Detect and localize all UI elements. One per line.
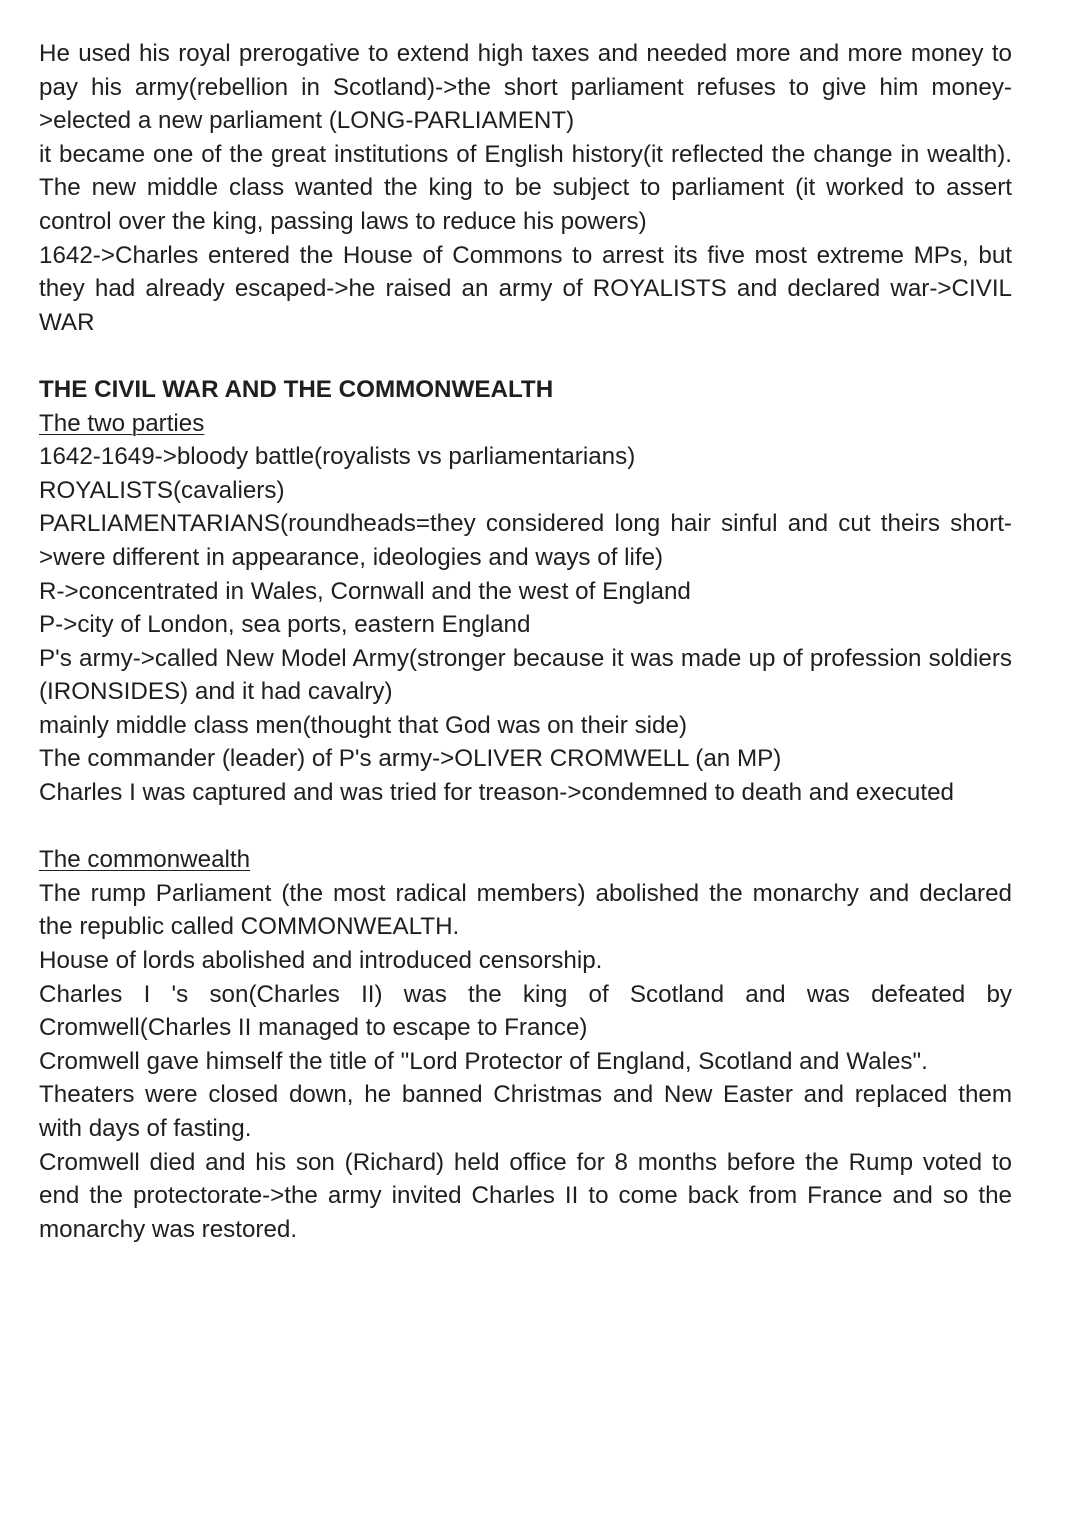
two-parties-line-7: mainly middle class men(thought that God was on their side) xyxy=(39,711,687,739)
commonwealth-line-6: Cromwell died and his son (Richard) held office for 8 months before the Rump voted to end the protectorate->the army invited Charles II to come back from France and so the monarchy was restored. xyxy=(39,1148,1012,1243)
section-heading: THE CIVIL WAR AND THE COMMONWEALTH xyxy=(39,375,554,403)
commonwealth-line-1: The rump Parliament (the most radical members) abolished the monarchy and declared the republic called COMMONWEALTH. xyxy=(39,879,1012,941)
intro-paragraph-3: 1642->Charles entered the House of Commons to arrest its five most extreme MPs, but they had already escaped->he raised an army of ROYALISTS and declared war->CIVIL WAR xyxy=(39,241,1012,336)
two-parties-line-6: P's army->called New Model Army(stronger because it was made up of profession soldiers (IRONSIDES) and it had cavalry) xyxy=(39,644,1012,706)
two-parties-line-4: R->concentrated in Wales, Cornwall and the west of England xyxy=(39,577,691,605)
two-parties-line-9: Charles I was captured and was tried for treason->condemned to death and executed xyxy=(39,779,954,807)
spacer xyxy=(39,810,1012,844)
commonwealth-line-4: Cromwell gave himself the title of "Lord Protector of England, Scotland and Wales". xyxy=(39,1047,928,1075)
two-parties-line-2: ROYALISTS(cavaliers) xyxy=(39,476,285,504)
two-parties-line-8: The commander (leader) of P's army->OLIVER CROMWELL (an MP) xyxy=(39,745,782,773)
subheading-two-parties: The two parties xyxy=(39,409,205,437)
spacer xyxy=(39,339,1012,373)
intro-paragraph-1: He used his royal prerogative to extend high taxes and needed more and more money to pay his army(rebellion in Scotland)->the short parliament refuses to give him money->elected a new parliament (LONG-PARLIAMENT) xyxy=(39,40,1012,135)
intro-paragraph-2: it became one of the great institutions of English history(it reflected the change in wealth). The new middle class wanted the king to be subject to parliament (it worked to assert control over the king, passing laws to reduce his powers) xyxy=(39,140,1012,235)
subheading-commonwealth: The commonwealth xyxy=(39,846,251,874)
commonwealth-line-2: House of lords abolished and introduced censorship. xyxy=(39,947,603,975)
notes-content xyxy=(39,37,1012,1246)
commonwealth-line-3: Charles I 's son(Charles II) was the king of Scotland and was defeated by Cromwell(Charles II managed to escape to France) xyxy=(39,980,1012,1042)
two-parties-line-1: 1642-1649->bloody battle(royalists vs parliamentarians) xyxy=(39,443,636,471)
two-parties-line-5: P->city of London, sea ports, eastern England xyxy=(39,611,531,639)
commonwealth-line-5: Theaters were closed down, he banned Christmas and New Easter and replaced them with days of fasting. xyxy=(39,1081,1012,1142)
two-parties-line-3: PARLIAMENTARIANS(roundheads=they considered long hair sinful and cut theirs short->were different in appearance, ideologies and ways of life) xyxy=(39,510,1012,571)
